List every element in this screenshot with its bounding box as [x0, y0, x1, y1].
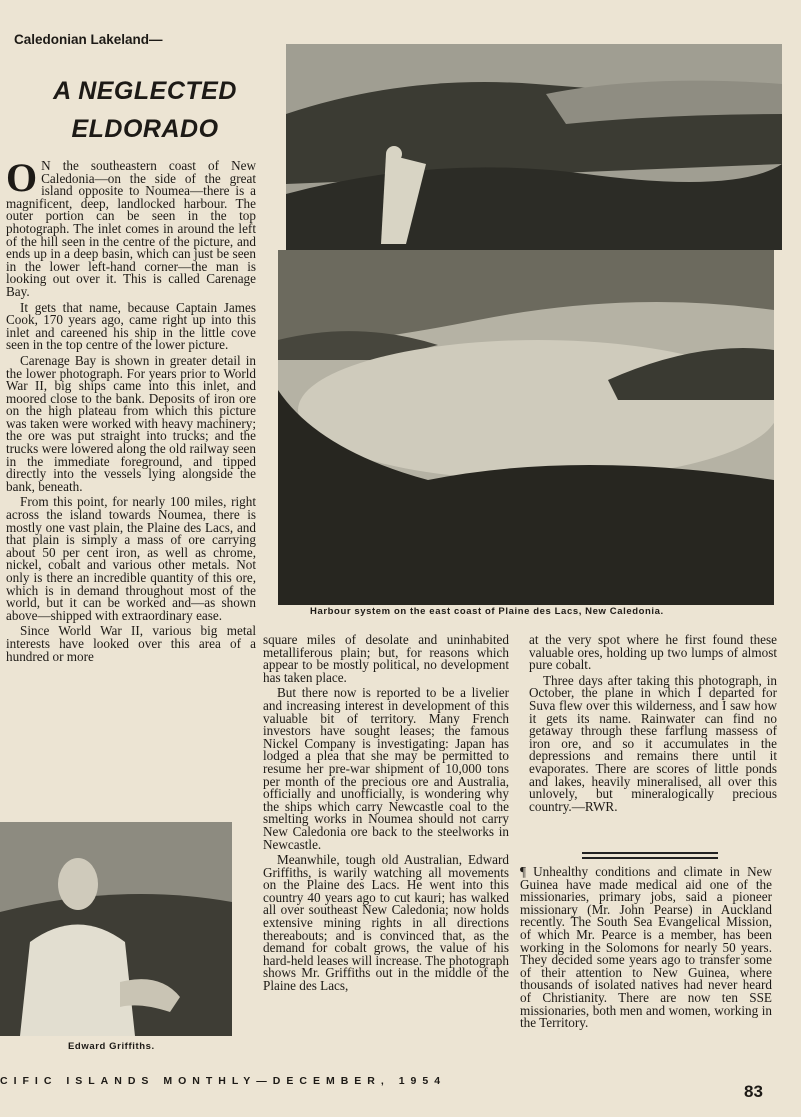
paragraph: It gets that name, because Captain James Cook, 170 years ago, came right up into this inlet and careened his ship in the little cove seen in the top centre of the lower picture. — [6, 299, 256, 353]
divider-rule — [582, 852, 718, 854]
paragraph: Carenage Bay is shown in greater detail in the lower photograph. For years prior to World War II, big ships came into this inlet, and moored close to the bank. Deposits of iron ore on the high plateau from which this picture was taken were worked with heavy machinery; the ore was put straight into trucks; and the trucks were lowered along the old railway seen in the immediate foreground, and tipped directly into the vessels lying alongside the bank, beneath. — [6, 352, 256, 494]
paragraph: square miles of desolate and uninhabited metalliferous plain; but, for reasons which appear to be mostly political, no development has taken place. — [263, 634, 509, 685]
article-column-1 — [6, 160, 256, 810]
article-column-2 — [263, 634, 509, 1064]
paragraph: Three days after taking this photograph, in October, the plane in which I departed for Suva flew over this wilderness, and I saw how it gets its name. Rainwater can find no getaway through these farflung massess of iron ore, and so it accumulates in the depressions and remains there until it evaporates. There are scores of little ponds and lakes, heavily mineralised, all over this unlovely, but mineralogically precious country.—RWR. — [529, 672, 777, 814]
photo-caption: Harbour system on the east coast of Plaine des Lacs, New Caledonia. — [310, 606, 664, 617]
title-line-2: ELDORADO — [71, 115, 219, 143]
portrait-caption: Edward Griffiths. — [68, 1041, 155, 1052]
paragraph: Meanwhile, tough old Australian, Edward Griffiths, is warily watching all movements on the Plaine des Lacs. He went into this country 40 years ago to cut kauri; has walked all over southeast New Caledonia; now holds extensive mining rights in all directions thereabouts; and is convinced that, as the demand for cobalt grows, the value of his hard-held leases will increase. The photograph shows Mr. Griffiths out in the middle of the Plaine des Lacs, — [263, 852, 509, 994]
paragraph: But there now is reported to be a livelier and increasing interest in development of this valuable bit of territory. Many French investors have sought leases; the famous Nickel Company is investigating: Japan has lodged a plea that she may be permitted to resume her pre-war shipment of 10,000 tons per month of the precious ore and Australia, officially and unofficially, is wondering why the ships which carry Newcastle coal to the smelting works in Noumea should not carry New Caledonia ore back to the steelworks in Newcastle. — [263, 685, 509, 852]
paragraph: at the very spot where he first found these valuable ores, holding up two lumps of almost pure cobalt. — [529, 634, 777, 673]
griffiths-portrait — [0, 822, 232, 1036]
paragraph: ¶ Unhealthy conditions and climate in New Guinea have made medical aid one of the missionaries, primary jobs, said a pioneer missionary (Mr. John Pearse) in Auckland recently. The South Sea Evangelical Mission, of which Mr. Pearce is a member, has been working in the Solomons for nearly 50 years. They decided some years ago to transfer some of their attention to New Guinea, where thousands of isolated natives had never heard of Christianity. There are now ten SSE missionaries, both men and women, working in the Territory. — [520, 866, 772, 1031]
article-column-3 — [529, 634, 777, 844]
paragraph: From this point, for nearly 100 miles, right across the island towards Noumea, there is mostly one vast plain, the Plaine des Lacs, and that plain is simply a mass of ore carrying about 50 per cent iron, as well as chrome, nickel, cobalt and various other metals. Not only is there an incredible quantity of this ore, which is in demand throughout most of the world, but it can be worked and—as shown above—shipped with extraordinary ease. — [6, 494, 256, 623]
page-number: 83 — [744, 1082, 763, 1101]
paragraph — [6, 160, 256, 299]
news-brief — [520, 866, 772, 1066]
paragraph-text: N the southeastern coast of New Caledonia—on the side of the great island opposite to Noumea—there is a magnificent, deep, landlocked harbour. The outer portion can be seen in the top photograph. The inlet comes in around the left of the hill seen in the centre of the picture, and ends up in a deep basin, which can just be seen in the lower left-hand corner—the man is looking out over it. This is called Carenage Bay. — [6, 160, 256, 299]
harbour-photo-top — [286, 44, 782, 250]
divider-rule — [582, 857, 718, 859]
harbour-photo-bottom — [278, 250, 774, 605]
paragraph: Since World War II, various big metal interests have looked over this area of a hundred or more — [6, 623, 256, 664]
drop-cap: O — [6, 160, 38, 200]
kicker: Caledonian Lakeland— — [14, 32, 163, 47]
title-line-1: A NEGLECTED — [53, 77, 237, 105]
running-footer: CIFIC ISLANDS MONTHLY—DECEMBER, 1954 — [0, 1075, 447, 1087]
